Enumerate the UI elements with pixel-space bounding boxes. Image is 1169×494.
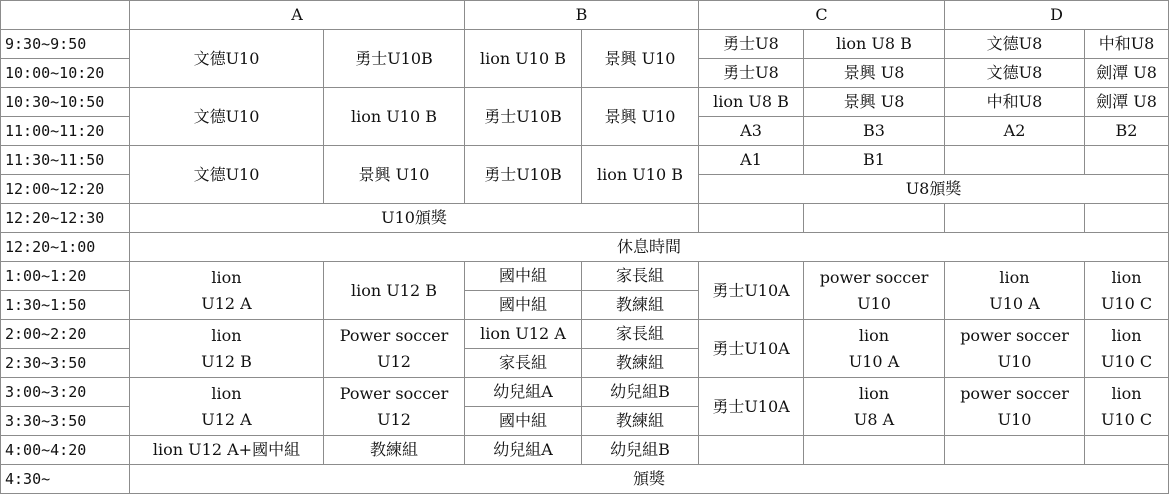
time-cell: 4:00~4:20 [1, 436, 130, 465]
slot-line: lion [211, 325, 242, 345]
time-cell: 10:30~10:50 [1, 88, 130, 117]
slot-cell [804, 262, 945, 320]
slot-line: lion [1111, 325, 1142, 345]
time-cell: 11:00~11:20 [1, 117, 130, 146]
time-cell: 3:30~3:50 [1, 407, 130, 436]
slot-cell [1085, 320, 1169, 378]
slot-cell: lion U8 B [699, 88, 804, 117]
table-row [1, 320, 1169, 349]
slot-cell [130, 262, 324, 320]
slot-cell: 教練組 [324, 436, 465, 465]
table-row [1, 436, 1169, 465]
u10-award-cell: U10頒獎 [130, 204, 699, 233]
slot-line: lion [858, 383, 890, 403]
slot-cell: B1 [804, 146, 945, 175]
slot-cell: 景興 U10 [324, 146, 465, 204]
header-a: A [130, 1, 465, 30]
slot-cell: 國中組 [465, 407, 582, 436]
table-row [1, 204, 1169, 233]
slot-line: U12 A [201, 293, 252, 313]
table-row [1, 262, 1169, 291]
time-cell: 1:30~1:50 [1, 291, 130, 320]
slot-cell: 劍潭 U8 [1085, 59, 1169, 88]
slot-cell: A3 [699, 117, 804, 146]
slot-cell: 家長組 [465, 349, 582, 378]
slot-cell: 景興 U10 [582, 30, 699, 88]
slot-cell: 勇士U10A [699, 262, 804, 320]
slot-cell: A1 [699, 146, 804, 175]
slot-cell: B3 [804, 117, 945, 146]
slot-cell: 景興 U10 [582, 88, 699, 146]
slot-cell: 景興 U8 [804, 88, 945, 117]
slot-cell: 勇士U8 [699, 30, 804, 59]
slot-cell: 勇士U10B [324, 30, 465, 88]
slot-cell: 幼兒組A [465, 378, 582, 407]
slot-line: U10 C [1100, 351, 1153, 371]
table-row [1, 233, 1169, 262]
slot-cell [324, 320, 465, 378]
time-cell: 12:20~12:30 [1, 204, 130, 233]
header-c: C [699, 1, 945, 30]
time-cell: 2:30~3:50 [1, 349, 130, 378]
slot-line: lion [1111, 383, 1142, 403]
table-row [1, 30, 1169, 59]
slot-line: U10 [997, 409, 1032, 429]
slot-cell: 勇士U10A [699, 378, 804, 436]
slot-cell: lion U10 B [582, 146, 699, 204]
slot-line: lion [211, 383, 242, 403]
slot-cell: 勇士U8 [699, 59, 804, 88]
slot-line: U10 C [1100, 293, 1153, 313]
slot-line: U12 [377, 351, 411, 371]
empty-cell [804, 436, 945, 465]
time-cell: 11:30~11:50 [1, 146, 130, 175]
slot-line: Power soccer [339, 325, 449, 345]
award-cell: 頒獎 [130, 465, 1169, 494]
table-row [1, 146, 1169, 175]
slot-cell: 國中組 [465, 262, 582, 291]
slot-cell: 幼兒組B [582, 378, 699, 407]
slot-cell [804, 378, 945, 436]
slot-line: lion [858, 325, 890, 345]
slot-cell: 中和U8 [1085, 30, 1169, 59]
slot-cell: 家長組 [582, 262, 699, 291]
slot-cell [945, 262, 1085, 320]
slot-cell: lion U12 B [324, 262, 465, 320]
slot-line: U12 B [201, 351, 252, 371]
empty-cell [1085, 204, 1169, 233]
slot-cell: 勇士U10A [699, 320, 804, 378]
slot-cell: 幼兒組B [582, 436, 699, 465]
slot-cell: lion U12 A [465, 320, 582, 349]
time-cell: 10:00~10:20 [1, 59, 130, 88]
empty-cell [945, 146, 1085, 175]
time-cell: 9:30~9:50 [1, 30, 130, 59]
slot-cell: 文德U10 [130, 30, 324, 88]
slot-cell: 中和U8 [945, 88, 1085, 117]
time-cell: 1:00~1:20 [1, 262, 130, 291]
slot-cell: 幼兒組A [465, 436, 582, 465]
slot-line: U10 [997, 351, 1032, 371]
header-b: B [465, 1, 699, 30]
empty-cell [699, 204, 804, 233]
slot-line: U10 A [848, 351, 900, 371]
slot-line: U12 A [201, 409, 252, 429]
slot-cell: 教練組 [582, 349, 699, 378]
slot-line: Power soccer [339, 383, 449, 403]
slot-cell: A2 [945, 117, 1085, 146]
slot-cell: lion U12 A+國中組 [130, 436, 324, 465]
slot-cell [804, 320, 945, 378]
time-cell: 12:20~1:00 [1, 233, 130, 262]
slot-cell: 劍潭 U8 [1085, 88, 1169, 117]
slot-line: power soccer [819, 267, 929, 287]
slot-cell: 教練組 [582, 291, 699, 320]
empty-cell [945, 204, 1085, 233]
empty-cell [945, 436, 1085, 465]
header-d: D [945, 1, 1169, 30]
u8-award-cell: U8頒獎 [699, 175, 1169, 204]
slot-cell: 教練組 [582, 407, 699, 436]
slot-line: lion [999, 267, 1030, 287]
slot-line: power soccer [960, 383, 1069, 403]
slot-line: U10 C [1100, 409, 1153, 429]
empty-cell [1085, 436, 1169, 465]
time-cell: 2:00~2:20 [1, 320, 130, 349]
slot-cell [1085, 378, 1169, 436]
slot-cell: 文德U8 [945, 30, 1085, 59]
slot-line: power soccer [960, 325, 1069, 345]
slot-line: U12 [377, 409, 411, 429]
time-cell: 4:30~ [1, 465, 130, 494]
slot-cell: B2 [1085, 117, 1169, 146]
slot-cell: lion U8 B [804, 30, 945, 59]
slot-cell: 景興 U8 [804, 59, 945, 88]
slot-line: lion [1111, 267, 1142, 287]
table-row [1, 378, 1169, 407]
slot-cell: lion U10 B [324, 88, 465, 146]
slot-cell [324, 378, 465, 436]
header-row [1, 1, 1169, 30]
slot-cell: 文德U10 [130, 146, 324, 204]
slot-cell: 國中組 [465, 291, 582, 320]
slot-cell: 勇士U10B [465, 88, 582, 146]
slot-cell: 勇士U10B [465, 146, 582, 204]
table-row [1, 465, 1169, 494]
slot-line: U10 A [989, 293, 1040, 313]
time-cell: 12:00~12:20 [1, 175, 130, 204]
slot-line: U10 [857, 293, 891, 313]
slot-line: U8 A [853, 409, 895, 429]
empty-cell [804, 204, 945, 233]
break-cell: 休息時間 [130, 233, 1169, 262]
slot-cell [945, 320, 1085, 378]
slot-cell [130, 320, 324, 378]
slot-cell: 文德U10 [130, 88, 324, 146]
time-cell: 3:00~3:20 [1, 378, 130, 407]
corner-cell [1, 1, 130, 30]
slot-cell: lion U10 B [465, 30, 582, 88]
slot-cell [130, 378, 324, 436]
empty-cell [699, 436, 804, 465]
empty-cell [1085, 146, 1169, 175]
slot-cell: 家長組 [582, 320, 699, 349]
slot-cell [1085, 262, 1169, 320]
slot-cell [945, 378, 1085, 436]
slot-cell: 文德U8 [945, 59, 1085, 88]
table-row [1, 88, 1169, 117]
slot-line: lion [211, 267, 242, 287]
